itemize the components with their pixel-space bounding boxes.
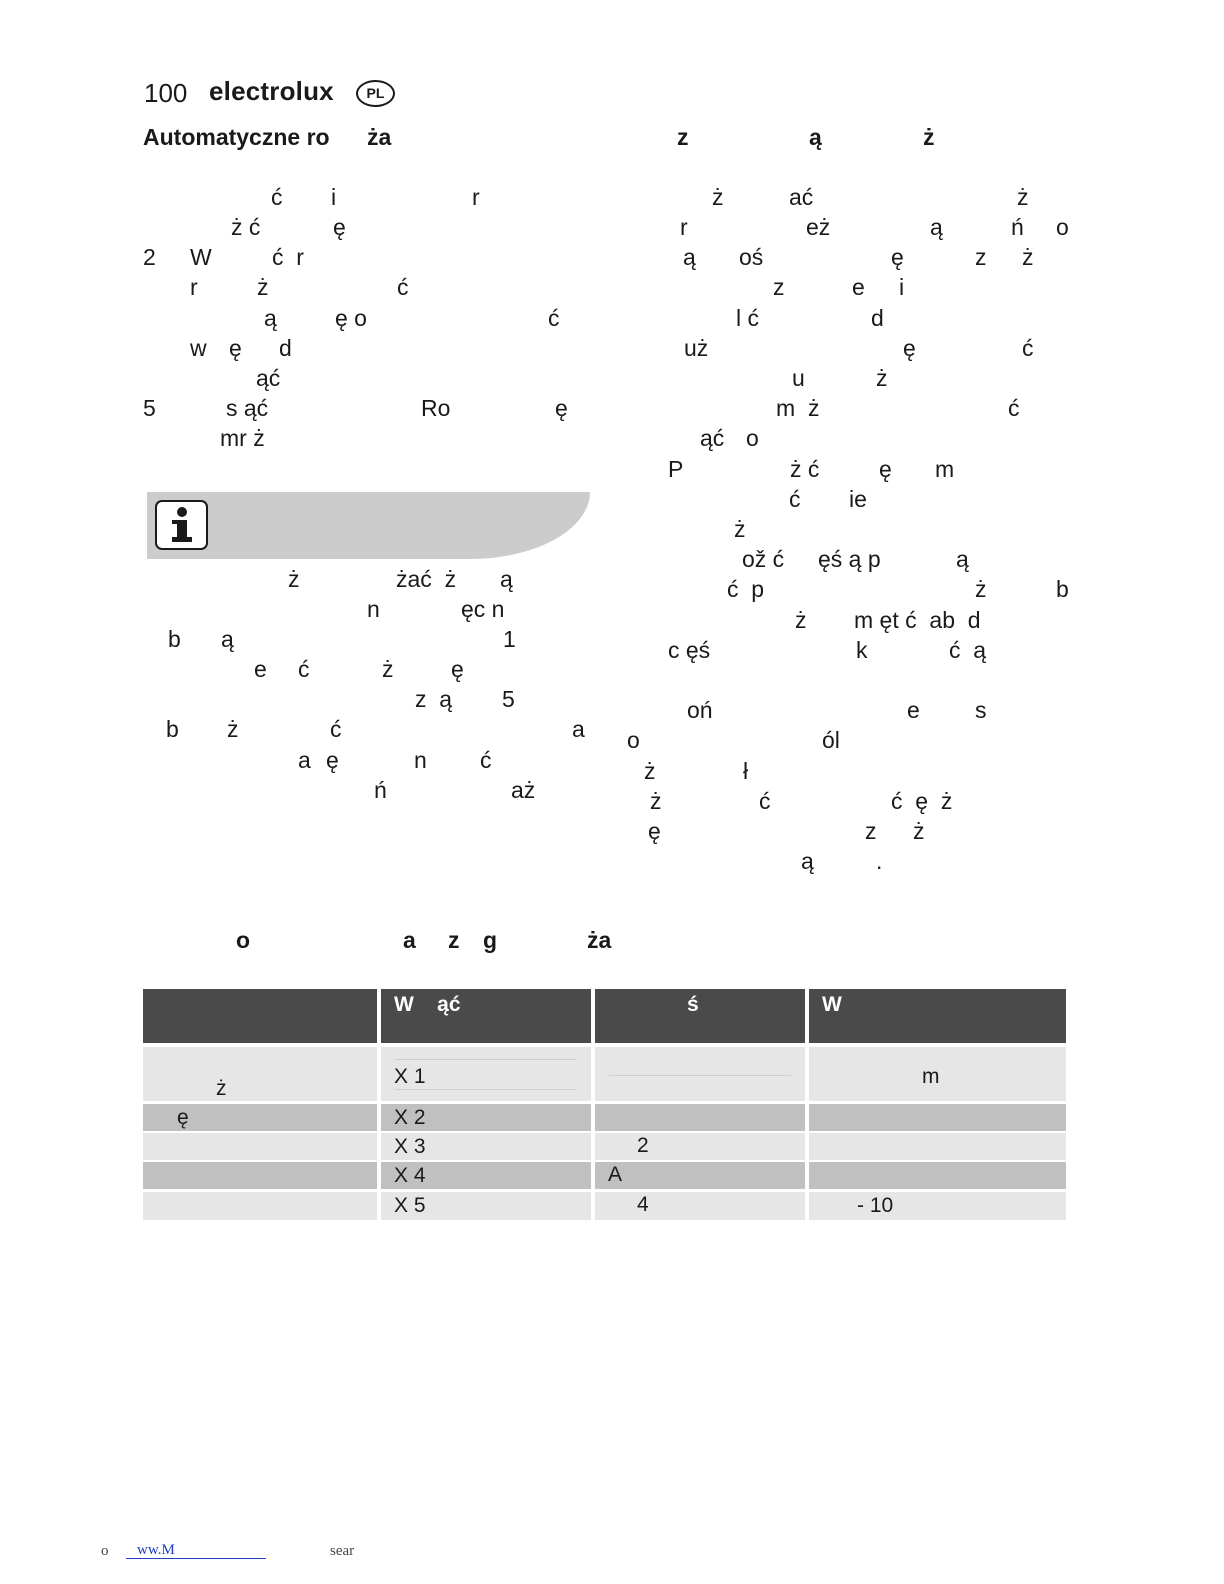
table-cell	[809, 1133, 1066, 1160]
table-cell-text: m	[922, 1065, 940, 1088]
left-col-fragment: ć	[271, 184, 283, 210]
info-note-fragment: ć	[330, 716, 342, 742]
right-col-fragment: ož ć	[742, 546, 785, 572]
right-col-fragment: b	[1056, 576, 1069, 602]
right-col-fragment: ż	[734, 516, 746, 542]
table-cell	[381, 1162, 591, 1189]
left-col-fragment: i	[331, 184, 337, 210]
info-note-fragment: ę	[451, 656, 464, 682]
right-col-fragment: z	[773, 274, 785, 300]
table-cell	[143, 1104, 377, 1131]
table-cell	[381, 1047, 591, 1101]
table-cell-text: 2	[637, 1134, 649, 1157]
right-col-fragment: m ż	[776, 395, 820, 421]
left-col-fragment: 5	[143, 395, 156, 421]
right-col-fragment: m	[935, 456, 955, 482]
table-header-label: ś	[687, 993, 699, 1016]
left-col-fragment: W	[190, 244, 212, 270]
table-cell	[381, 1104, 591, 1131]
right-col-fragment: oś	[739, 244, 764, 270]
info-note-fragment: 5	[502, 686, 515, 712]
right-col-fragment: ż ć	[790, 456, 820, 482]
info-note-fragment: b	[166, 716, 179, 742]
right-col-fragment: .	[876, 848, 883, 874]
right-col-fragment: ą	[930, 214, 943, 240]
right-col-fragment: k	[856, 637, 868, 663]
table-cell	[143, 1192, 377, 1220]
table-header-cell	[143, 989, 377, 1043]
left-col-fragment: s ąć	[226, 395, 269, 421]
info-note-fragment: b	[168, 626, 181, 652]
table-cell	[595, 1162, 805, 1189]
table-cell-text: A	[608, 1163, 623, 1186]
right-col-fragment: ć	[789, 486, 801, 512]
right-col-fragment: ż	[1022, 244, 1034, 270]
left-col-fragment: ć r	[272, 244, 304, 270]
footer-link[interactable]: ww.M	[137, 1542, 175, 1558]
right-col-fragment: e	[852, 274, 865, 300]
right-col-fragment: r	[680, 214, 688, 240]
table-cell	[381, 1133, 591, 1160]
info-note-fragment: ć	[298, 656, 310, 682]
table-cell-text: 4	[637, 1193, 649, 1216]
info-note-fragment: 1	[503, 626, 516, 652]
left-col-fragment: ż ć	[231, 214, 261, 240]
footer-link-underline	[126, 1558, 266, 1559]
left-col-fragment: ę o	[335, 305, 367, 331]
right-col-fragment: s	[975, 697, 987, 723]
info-note-fragment: ż	[382, 656, 394, 682]
right-col-fragment: uż	[684, 335, 709, 361]
table-title-fragment: z	[448, 927, 460, 953]
table-title-fragment: a	[403, 927, 416, 953]
section-title-fragment: ż	[923, 124, 935, 150]
right-col-fragment: e	[907, 697, 920, 723]
left-col-fragment: ć	[548, 305, 560, 331]
left-col-fragment: ę	[333, 214, 346, 240]
info-note-fragment: z ą	[415, 686, 453, 712]
table-cell	[595, 1104, 805, 1131]
table-cell-text: X 4	[394, 1164, 426, 1187]
left-col-fragment: w	[190, 335, 207, 361]
left-col-fragment: ć	[397, 274, 409, 300]
info-note-box	[147, 492, 590, 559]
right-col-fragment: ę	[879, 456, 892, 482]
info-note-fragment: ć	[480, 747, 492, 773]
info-note-fragment: n	[414, 747, 427, 773]
left-col-fragment: mr ż	[220, 425, 265, 451]
right-col-fragment: c ęś	[668, 637, 711, 663]
table-cell	[143, 1047, 377, 1101]
right-col-fragment: ie	[849, 486, 867, 512]
section-title-fragment: ża	[367, 124, 392, 150]
right-col-fragment: o	[627, 727, 640, 753]
right-col-fragment: d	[871, 305, 884, 331]
table-title-fragment: g	[483, 927, 498, 953]
table-cell-text: ż	[216, 1077, 227, 1100]
right-col-fragment: ć	[1022, 335, 1034, 361]
right-col-fragment: oń	[687, 697, 713, 723]
table-cell-text: X 2	[394, 1106, 426, 1129]
table-cell	[809, 1192, 1066, 1220]
right-col-fragment: u	[792, 365, 805, 391]
right-col-fragment: i	[899, 274, 905, 300]
right-col-fragment: ę	[903, 335, 916, 361]
right-col-fragment: ć ę ż	[891, 788, 953, 814]
table-header-cell	[595, 989, 805, 1043]
table-title-fragment: ża	[587, 927, 612, 953]
table-cell-text: X 5	[394, 1194, 426, 1217]
table-header-cell	[809, 989, 1066, 1043]
right-col-fragment: ż	[1017, 184, 1029, 210]
right-col-fragment: ą	[683, 244, 696, 270]
info-note-fragment: ą	[500, 566, 513, 592]
left-col-fragment: r	[472, 184, 480, 210]
right-col-fragment: ń	[1011, 214, 1024, 240]
right-col-fragment: ż	[876, 365, 888, 391]
table-cell-text: X 3	[394, 1135, 426, 1158]
table-cell	[809, 1104, 1066, 1131]
table-title-fragment: o	[236, 927, 251, 953]
left-col-fragment: ę	[229, 335, 242, 361]
table-cell-text: ę	[177, 1106, 189, 1129]
right-col-fragment: ć ą	[949, 637, 987, 663]
left-col-fragment: ż	[257, 274, 269, 300]
right-col-fragment: ż	[795, 607, 807, 633]
table-cell	[381, 1192, 591, 1220]
info-note-fragment: a	[298, 747, 311, 773]
info-note-fragment: ż	[288, 566, 300, 592]
left-col-fragment: ą	[264, 305, 277, 331]
info-note-fragment: a	[572, 716, 585, 742]
left-col-fragment: Ro	[421, 395, 451, 421]
footer-suffix: sear	[330, 1543, 355, 1559]
right-col-fragment: z	[865, 818, 877, 844]
left-col-fragment: ę	[555, 395, 568, 421]
section-title-fragment: z	[677, 124, 689, 150]
table-header-cell	[381, 989, 591, 1043]
right-col-fragment: ól	[822, 727, 840, 753]
footer-prefix: o	[101, 1543, 109, 1559]
table-cell	[595, 1047, 805, 1101]
info-note-fragment: n	[367, 596, 380, 622]
info-note-fragment: ą	[221, 626, 234, 652]
info-note-fragment: żać ż	[396, 566, 457, 592]
right-col-fragment: ać	[789, 184, 814, 210]
right-col-fragment: l ć	[736, 305, 759, 331]
section-title: Automatyczne ro	[143, 124, 330, 150]
right-col-fragment: ęś ą p	[818, 546, 881, 572]
right-col-fragment: P	[668, 456, 684, 482]
left-col-fragment: ąć	[256, 365, 281, 391]
table-cell	[809, 1162, 1066, 1189]
table-header-label: W	[822, 993, 842, 1016]
info-note-fragment: aż	[511, 777, 536, 803]
right-col-fragment: m ęt ć ab d	[854, 607, 981, 633]
table-cell	[595, 1192, 805, 1220]
info-icon	[155, 500, 208, 550]
table-cell	[809, 1047, 1066, 1101]
right-col-fragment: z	[975, 244, 987, 270]
info-note-fragment: ń	[374, 777, 387, 803]
section-title-fragment: ą	[809, 124, 822, 150]
right-col-fragment: ą	[801, 848, 814, 874]
right-col-fragment: ę	[891, 244, 904, 270]
left-col-fragment: d	[279, 335, 292, 361]
info-note-fragment: e	[254, 656, 267, 682]
info-note-fragment: ęc n	[461, 596, 505, 622]
right-col-fragment: ąć	[700, 425, 725, 451]
right-col-fragment: ż	[650, 788, 662, 814]
right-col-fragment: o	[746, 425, 759, 451]
info-note-fragment: ę	[326, 747, 339, 773]
table-cell-text: X 1	[394, 1065, 426, 1088]
info-note-fragment: ż	[227, 716, 239, 742]
table-cell	[143, 1162, 377, 1189]
right-col-fragment: eż	[806, 214, 831, 240]
right-col-fragment: ć	[1008, 395, 1020, 421]
table-cell	[595, 1133, 805, 1160]
left-col-fragment: r	[190, 274, 198, 300]
right-col-fragment: ć p	[727, 576, 765, 602]
language-badge: PL	[356, 80, 395, 107]
right-col-fragment: ż	[913, 818, 925, 844]
right-col-fragment: o	[1056, 214, 1069, 240]
table-header-label: W ąć	[394, 993, 461, 1016]
brand-logo: electrolux	[209, 76, 334, 106]
page-number: 100	[144, 78, 188, 108]
right-col-fragment: ę	[648, 818, 661, 844]
right-col-fragment: ł	[743, 758, 749, 784]
left-col-fragment: 2	[143, 244, 156, 270]
table-cell-text: - 10	[857, 1194, 894, 1217]
right-col-fragment: ć	[759, 788, 771, 814]
right-col-fragment: ż	[644, 758, 656, 784]
right-col-fragment: ą	[956, 546, 969, 572]
right-col-fragment: ż	[975, 576, 987, 602]
table-cell	[143, 1133, 377, 1160]
right-col-fragment: ż	[712, 184, 724, 210]
